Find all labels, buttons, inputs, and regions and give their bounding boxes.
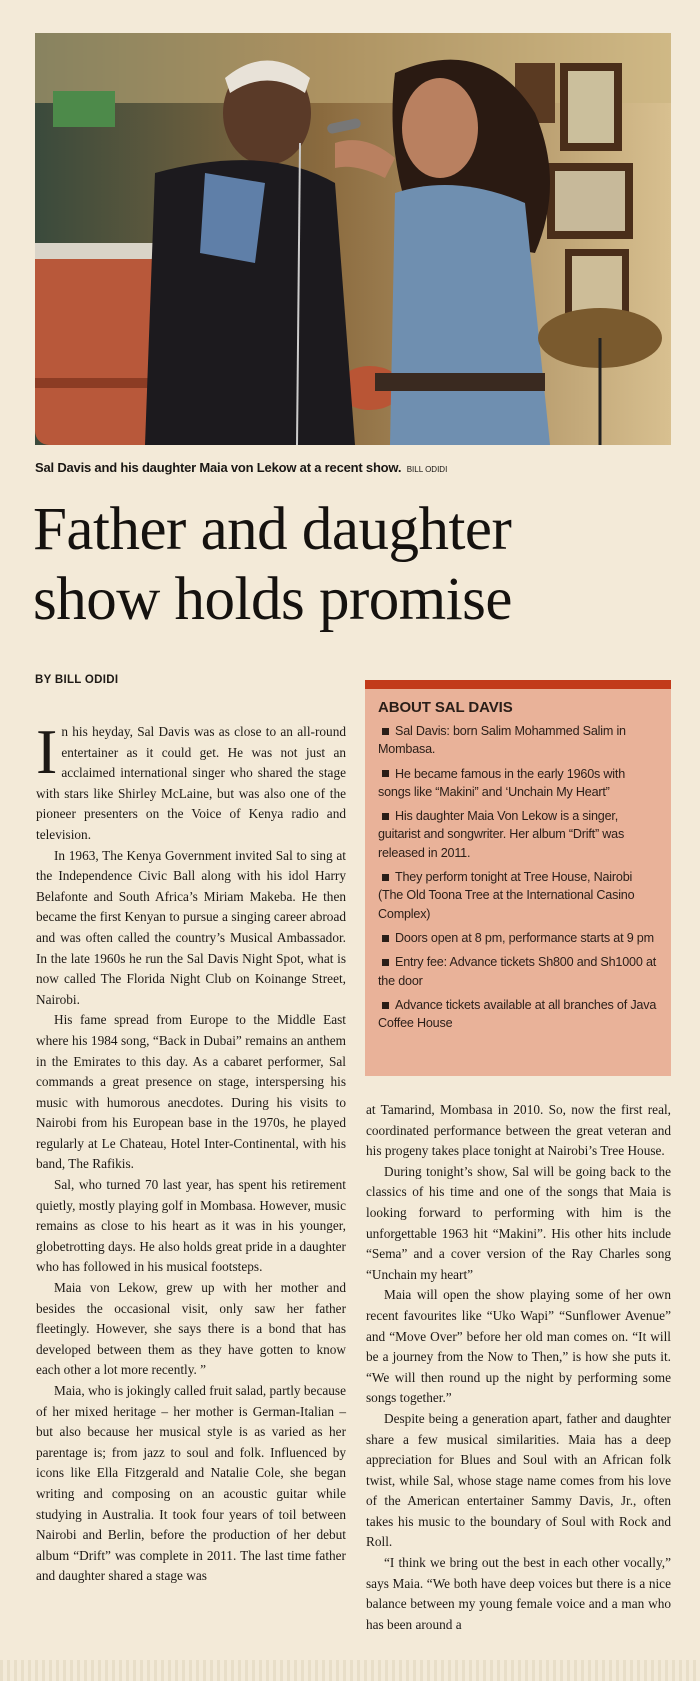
infobox-item (378, 722, 659, 759)
square-bullet-icon (382, 813, 389, 820)
paragraph: Despite being a generation apart, father and daughter share a few musical similarities. Maia has a deep appreciation for Blues and Soul with an African folk twist, while Sal, whose stage name comes from his love of the American entertainer Sammy Davis, Jr., often takes his music to the boundary of Soul with Rock and Roll. (366, 1410, 671, 1550)
infobox-item (378, 807, 659, 862)
paragraph (36, 716, 346, 846)
paragraph: at Tamarind, Mombasa in 2010. So, now the first real, coordinated performance between the great veteran and his progeny takes place tonight at Nairobi’s Tree House. (366, 1102, 671, 1159)
infobox-item-text: Doors open at 8 pm, performance starts at 9 pm (395, 930, 654, 945)
infobox-list (378, 722, 659, 1032)
square-bullet-icon (382, 874, 389, 881)
photo-caption (35, 460, 675, 475)
headline-line-1: Father and daughter (33, 496, 512, 563)
infobox-item (378, 929, 659, 947)
article-column-right (366, 1100, 671, 1635)
infobox-item (378, 765, 659, 802)
drop-cap: I (36, 716, 58, 787)
infobox-item (378, 996, 659, 1033)
infobox-item-text: Sal Davis: born Salim Mohammed Salim in Mombasa. (378, 724, 626, 757)
infobox-item-text: He became famous in the early 1960s with songs like “Makini” and ‘Unchain My Heart” (378, 766, 626, 799)
caption-text: Sal Davis and his daughter Maia von Lekow at a recent show. (35, 460, 402, 475)
paragraph: Sal, who turned 70 last year, has spent his retirement quietly, mostly playing golf in Mombasa. However, music remains as close to his heart as it was in his younger, globetrotting days. He also holds great pride in a daughter who has followed in his musical footsteps. (36, 1177, 346, 1275)
concert-photo-icon (35, 33, 671, 445)
about-sal-davis-box (365, 680, 671, 1076)
square-bullet-icon (382, 728, 389, 735)
paragraph: Maia, who is jokingly called fruit salad, partly because of her mixed heritage – her mother is German-Italian – but also because her musical style is as varied as her parentage is; from jazz to soul and folk. Influenced by icons like Ella Fitzgerald and Natalie Cole, she began writing and composing on an acoustic guitar while studying in Australia. It took four years of toil between Nairobi and Berlin, before the production of her debut album “Drift” was complete in 2011. The last time father and daughter shared a stage was (36, 1383, 346, 1584)
infobox-item (378, 868, 659, 923)
photo-credit: BILL ODIDI (406, 465, 448, 474)
concert-photo (35, 33, 671, 445)
paragraph: Maia will open the show playing some of her own recent favourites like “Uko Wapi” “Sunflower Avenue” and “Move Over” before her old man comes on. “It will be a journey from the Now to Then,” is how she puts it. “We will then round up the night by performing some songs together.” (366, 1287, 671, 1406)
article-column-left (36, 716, 346, 1587)
infobox-item-text: Advance tickets available at all branches of Java Coffee House (378, 997, 657, 1031)
byline: BY BILL ODIDI (35, 674, 119, 686)
paragraph: In 1963, The Kenya Government invited Sal to sing at the Independence Civic Ball along with his idol Harry Belafonte and South Africa’s Miriam Makeba. He then became the first Kenyan to pursue a singing career abroad and was often called the country’s Musical Ambassador. In the late 1960s he run the Sal Davis Night Spot, what is now called The Florida Night Club on Koinange Street, Nairobi. (36, 847, 346, 1007)
paragraph: His fame spread from Europe to the Middle East where his 1984 song, “Back in Dubai” remains an anthem in the Emirates to this day. As a cabaret performer, Sal commands a great presence on stage, interspersing his music with humorous anecdotes. During his visits to Nairobi from his European base in the 1970s, he played regularly at Le Chateau, Hotel Inter-Continental, with his band, The Rafikis. (36, 1012, 346, 1172)
infobox-item-text: Entry fee: Advance tickets Sh800 and Sh1000 at the door (378, 955, 657, 988)
infobox-item (378, 953, 659, 990)
infobox-item-text: His daughter Maia Von Lekow is a singer, guitarist and songwriter. Her album “Drift” was released in 2011. (378, 809, 625, 860)
paragraph: During tonight’s show, Sal will be going back to the classics of his time and one of the songs that Maia is looking forward to performing with him is the unforgettable 1963 hit “Makini”. His other hits include “Sema” and a cover version of the Ray Charles song “Unchain my heart” (366, 1163, 671, 1282)
page-fold-edge (0, 1660, 700, 1681)
headline (33, 495, 673, 635)
paragraph: “I think we bring out the best in each other vocally,” says Maia. “We both have deep voices but there is a nice balance between my young female voice and a man who has been around a (366, 1555, 671, 1632)
infobox-item-text: They perform tonight at Tree House, Nairobi (The Old Toona Tree at the International Casino Complex) (378, 870, 635, 921)
square-bullet-icon (382, 935, 389, 942)
paragraph-text: n his heyday, Sal Davis was as close to an all-round entertainer as it could get. He was not just an acclaimed international singer who shared the stage with stars like Shirley McLaine, but was also one of the pioneer presenters on the Voice of Kenya radio and television. (36, 724, 346, 842)
square-bullet-icon (382, 1002, 389, 1009)
square-bullet-icon (382, 959, 389, 966)
infobox-title: ABOUT SAL DAVIS (378, 699, 513, 716)
paragraph: Maia von Lekow, grew up with her mother and besides the occasional visit, only saw her father fleetingly. However, she says there is a bond that has developed between them as they have gotten to know each other a lot more recently. ” (36, 1280, 346, 1378)
square-bullet-icon (382, 770, 389, 777)
headline-line-2: show holds promise (33, 566, 512, 633)
